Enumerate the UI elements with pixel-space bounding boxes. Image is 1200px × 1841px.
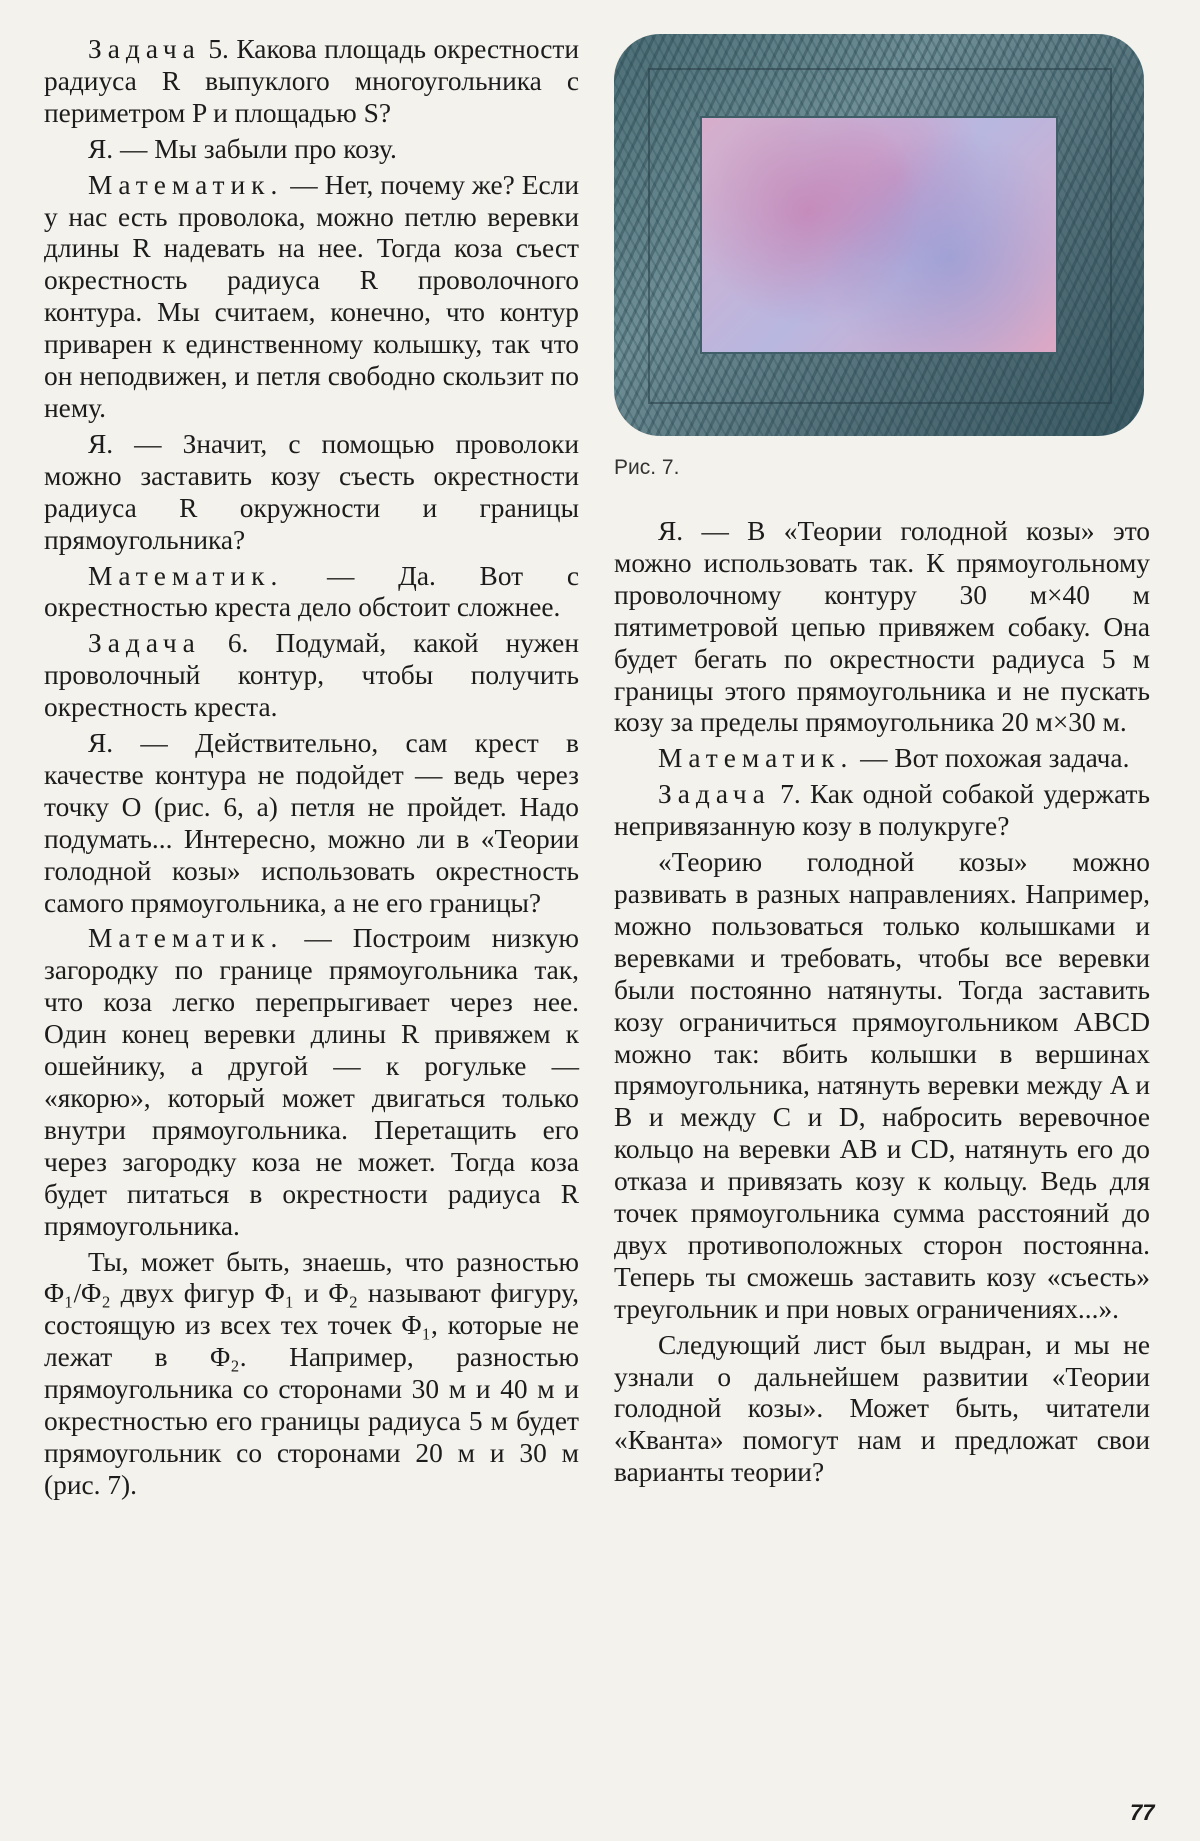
paragraph: Математик. — Построим низкую загородку по границе прямоугольника так, что коза легко перепрыгивает через нее. Один конец веревки длины R привяжем к ошейнику, а другой — к рогульке — «якорю», который может двигаться только внутри прямоугольника. Перетащить его через загородку коза не может. Тогда коза будет питаться в окрестности радиуса R прямоугольника. bbox=[44, 923, 579, 1241]
right-column bbox=[614, 516, 1150, 1493]
paragraph: Следующий лист был выдран, и мы не узнали о дальнейшем развитии «Теории голодной козы». Может быть, читатели «Кванта» помогут нам и предложат свои варианты теории? bbox=[614, 1329, 1150, 1488]
paragraph: Я. — Значит, с помощью проволоки можно заставить козу съесть окрестности радиуса R окружности и границы прямоугольника? bbox=[44, 428, 579, 555]
figure-7-image bbox=[614, 34, 1144, 436]
paragraph: Математик. — Вот похожая задача. bbox=[658, 743, 1130, 774]
paragraph: Я. — В «Теории голодной козы» это можно использовать так. К прямоугольному проволочному контуру 30 м×40 м пятиметровой цепью привяжем собаку. Она будет бегать по окрестности радиуса 5 м границы этого прямоугольника и не пускать козу за пределы прямоугольника 20 м×30 м. bbox=[614, 516, 1150, 738]
paragraph: Ты, может быть, знаешь, что разностью Φ₁/Φ₂ двух фигур Φ₁ и Φ₂ называют фигуру, состоящую из всех тех точек Φ₁, которые не лежат в Φ₂. Например, разностью прямоугольника со сторонами 30 м и 40 м и окрестностью его границы радиуса 5 м будет прямоугольник со сторонами 20 м и 30 м (рис. 7). bbox=[44, 1246, 579, 1500]
paragraph: «Теорию голодной козы» можно развивать в разных направлениях. Например, можно пользоваться только колышками и веревками и требовать, чтобы все веревки были постоянно натянуты. Тогда заставить козу ограничиться прямоугольником ABCD можно так: вбить колышки в вершинах прямоугольника, натянуть веревки между A и B и между C и D, набросить веревочное кольцо на веревки AB и CD, натянуть его до отказа и привязать козу к кольцу. Ведь для точек прямоугольника сумма расстояний до двух противоположных сторон постоянна. Теперь ты сможешь заставить козу «съесть» треугольник и при новых ограничениях...». bbox=[614, 847, 1150, 1324]
paragraph: Я. — Мы забыли про козу. bbox=[88, 133, 397, 164]
paragraph: Задача 7. Как одной собакой удержать непривязанную козу в полукруге? bbox=[614, 779, 1150, 842]
paragraph: Я. — Действительно, сам крест в качестве контура не подойдет — ведь через точку O (рис. 6, а) петля не пройдет. Надо подумать... Интересно, можно ли в «Теории голодной козы» использовать окрестность самого прямоугольника, а не его границы? bbox=[44, 728, 579, 918]
page-number: 77 bbox=[1130, 1800, 1155, 1825]
left-column bbox=[44, 34, 579, 1506]
paragraph: Задача 5. Какова площадь окрестности радиуса R выпуклого многоугольника с периметром P и площадью S? bbox=[44, 34, 579, 128]
paragraph: Математик. — Нет, почему же? Если у нас есть проволока, можно петлю веревки длины R надевать на нее. Тогда коза съест окрестность радиуса R проволочного контура. Мы считаем, конечно, что контур приварен к единственному колышку, так что он неподвижен, и петля свободно скользит по нему. bbox=[44, 169, 579, 423]
paragraph: Математик. — Да. Вот с окрестностью креста дело обстоит сложнее. bbox=[44, 560, 579, 623]
figure-inner-rectangle bbox=[700, 116, 1058, 354]
paragraph: Задача 6. Подумай, какой нужен проволочный контур, чтобы получить окрестность креста. bbox=[44, 628, 579, 723]
figure-caption: Рис. 7. bbox=[614, 456, 680, 479]
